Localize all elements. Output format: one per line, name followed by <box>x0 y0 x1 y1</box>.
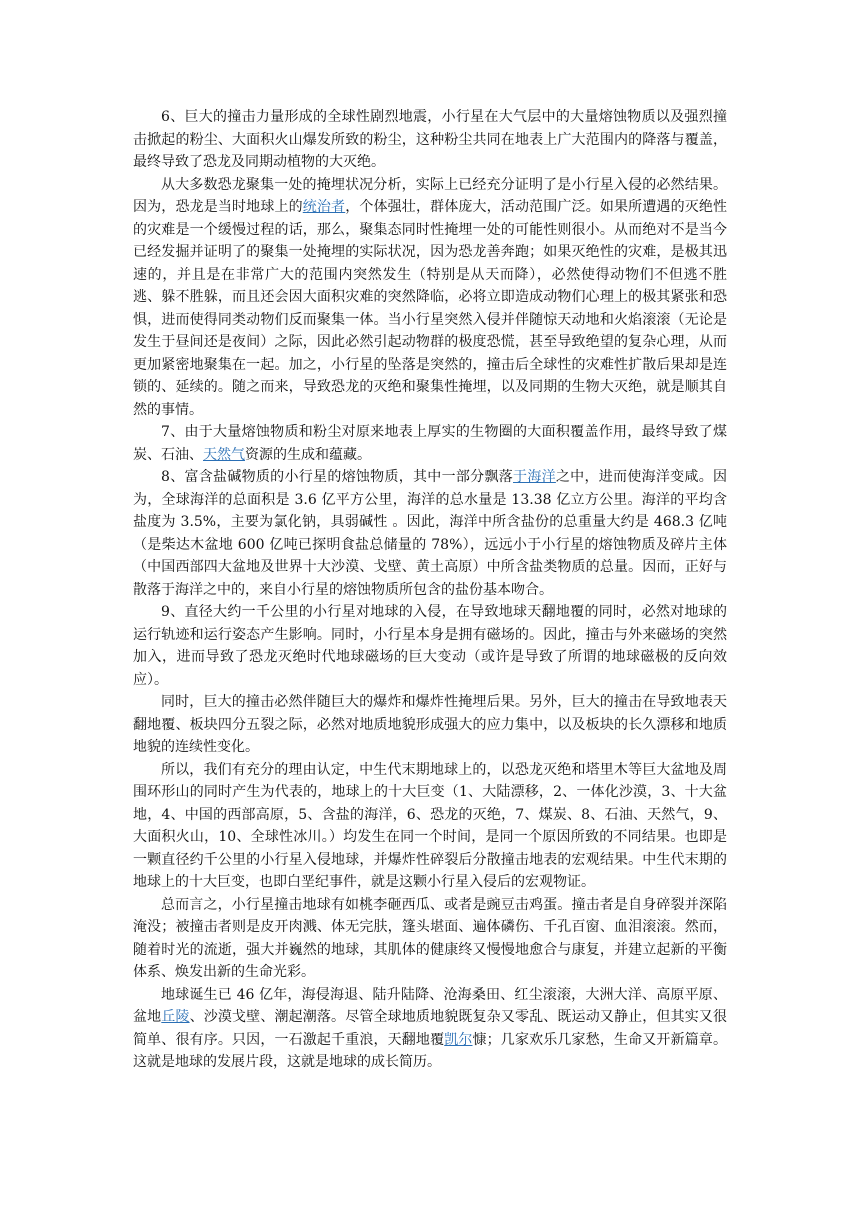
text: 地球诞生已 46 亿年，海侵海退、陆升陆降、沧海桑田、红尘滚滚，大洲大洋、高原平原、盆地 <box>133 986 727 1025</box>
paragraph-summary <box>133 894 727 984</box>
paragraph-ten-changes <box>133 759 727 894</box>
text: 资源的生成和蕴藏。 <box>245 446 371 463</box>
paragraph-explosion-burial <box>133 691 727 759</box>
text: 所以，我们有充分的理由认定，中生代末期地球上的，以恐龙灭绝和塔里木等巨大盆地及周围环形山的同时产生为代表的，地球上的十大巨变（1、大陆漂移，2、一体化沙漠，3、十大盆地，4、中国的西部高原，5、含盐的海洋，6、恐龙的灭绝，7、煤炭、8、石油、天然气，9、大面积火山，10、全球性冰川。）均发生在同一个时间，是同一个原因所致的不同结果。也即是一颗直径约千公里的小行星入侵地球，并爆炸性碎裂后分散撞击地表的宏观结果。中生代末期的地球上的十大巨变，也即白垩纪事件，就是这颗小行星入侵后的宏观物证。 <box>133 761 727 890</box>
text: 之中，进而使海洋变咸。因为，全球海洋的总面积是 3.6 亿平方公里，海洋的总水量是 13.38 亿立方公里。海洋的平均含盐度为 3.5%，主要为氯化钠，具弱碱性 。因此，海洋中所含盐份的总重量大约是 468.3 亿吨（是柴达木盆地 600 亿吨已探明食盐总储量的 78%），远远小于小行星的熔蚀物质及碎片主体（中国西部四大盆地及世界十大沙漠、戈壁、黄土高原）中所含盐类物质的总量。因而，正好与散落于海洋之中的，来自小行星的熔蚀物质所包含的盐份基本吻合。 <box>133 469 728 598</box>
paragraph-dinosaur-burial <box>133 174 727 422</box>
text: 7、由于大量熔蚀物质和粉尘对原来地表上厚实的生物圈的大面积覆盖作用，最终导致了煤炭、石油、 <box>133 424 727 463</box>
link-rulers[interactable]: 统治者 <box>302 199 346 215</box>
paragraph-coal-oil-gas <box>133 421 727 466</box>
text: 、沙漠戈壁、潮起潮落。尽管全球地质地貌既复杂又零乱、既运动又静止，但其实又很简单、很有序。只因，一石激起千重浪，天翻地覆 <box>133 1009 728 1048</box>
text: 慷；几家欢乐几家愁，生命又开新篇章。这就是地球的发展片段，这就是地球的成长简历。 <box>133 1031 728 1070</box>
paragraph-salty-ocean <box>133 466 727 601</box>
link-natural-gas[interactable]: 天然气 <box>203 446 245 463</box>
text: 同时，巨大的撞击必然伴随巨大的爆炸和爆炸性掩埋后果。另外，巨大的撞击在导致地表天翻地覆、板块四分五裂之际，必然对地质地貌形成强大的应力集中，以及板块的长久漂移和地质地貌的连续性变化。 <box>133 694 727 755</box>
link-kaier[interactable]: 凯尔 <box>444 1031 473 1048</box>
document-body <box>133 106 727 1074</box>
paragraph-magnetic-field <box>133 601 727 691</box>
paragraph-earthquake-dust <box>133 106 727 174</box>
text: 从大多数恐龙聚集一处的掩埋状况分析，实际上已经充分证明了是小行星入侵的必然结果。因为，恐龙是当时地球上的 <box>133 176 727 215</box>
text: ，个体强壮，群体庞大，活动范围广泛。如果所遭遇的灭绝性的灾难是一个缓慢过程的话，那么，聚集态同时性掩埋一处的可能性则很小。从而绝对不是当今已经发掘并证明了的聚集一处掩埋的实际状况，因为恐龙善奔跑；如果灭绝性的灾难，是极其迅速的，并且是在非常广大的范围内突然发生（特别是从天而降），必然使得动物们不但逃不胜逃、躲不胜躲，而且还会因大面积灾难的突然降临，必将立即造成动物们心理上的极其紧张和恐惧，进而使得同类动物们反而聚集一体。当小行星突然入侵并伴随惊天动地和火焰滚滚（无论是发生于昼间还是夜间）之际，因此必然引起动物群的极度恐慌，甚至导致绝望的复杂心理，从而更加紧密地聚集在一起。加之，小行星的坠落是突然的，撞击后全球性的灾难性扩散后果却是连锁的、延续的。随之而来，导致恐龙的灭绝和聚集性掩埋，以及同期的生物大灭绝，就是顺其自然的事情。 <box>133 199 728 418</box>
text: 6、巨大的撞击力量形成的全球性剧烈地震，小行星在大气层中的大量熔蚀物质以及强烈撞击掀起的粉尘、大面积火山爆发所致的粉尘，这种粉尘共同在地表上广大范围内的降落与覆盖，最终导致了恐龙及同期动植物的大灭绝。 <box>133 109 727 170</box>
text: 8、富含盐碱物质的小行星的熔蚀物质，其中一部分飘落 <box>161 469 514 485</box>
link-hills[interactable]: 丘陵 <box>161 1009 190 1025</box>
paragraph-earth-history <box>133 984 727 1074</box>
text: 总而言之，小行星撞击地球有如桃李砸西瓜、或者是豌豆击鸡蛋。撞击者是自身碎裂并深陷淹没；被撞击者则是皮开肉溅、体无完肤，篷头堪面、遍体磷伤、千孔百窗、血泪滚滚。然而，随着时光的流逝，强大并巍然的地球，其肌体的健康终又慢慢地愈合与康复，并建立起新的平衡体系、焕发出新的生命光彩。 <box>133 896 727 980</box>
link-ocean[interactable]: 于海洋 <box>513 469 556 485</box>
text: 9、直径大约一千公里的小行星对地球的入侵，在导致地球天翻地覆的同时，必然对地球的运行轨迹和运行姿态产生影响。同时，小行星本身是拥有磁场的。因此，撞击与外来磁场的突然加入，进而导致了恐龙灭绝时代地球磁场的巨大变动（或许是导致了所谓的地球磁极的反向效应）。 <box>133 604 727 688</box>
